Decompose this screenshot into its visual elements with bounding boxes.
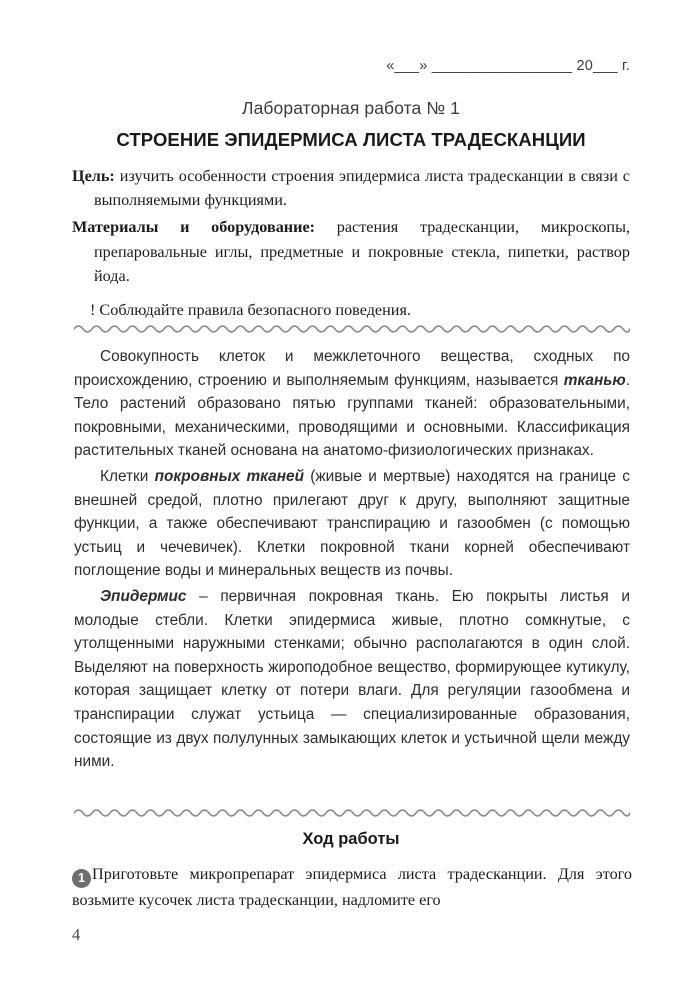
safety-note: ! Соблюдайте правила безопасного поведения. xyxy=(90,301,411,320)
materials-label: Материалы и оборудование: xyxy=(72,218,316,237)
wavy-divider-bottom xyxy=(74,806,630,818)
procedure-step-1 xyxy=(72,862,632,913)
goal-paragraph xyxy=(72,164,630,212)
goal-text: изучить особенности строения эпидермиса листа традесканции в связи с выполняемыми функциями. xyxy=(94,167,630,210)
page-number: 4 xyxy=(72,925,81,944)
lab-work-label: Лабораторная работа № 1 xyxy=(242,98,460,118)
para1-text-b: . Тело растений образовано пятью группами тканей: образовательными, покровными, механическими, проводящими и основными. Классификация растительных тканей основана на анатомо-физиологических признаках. xyxy=(74,371,630,460)
term-epidermis: Эпидермис xyxy=(100,587,187,605)
materials-text: растения традесканции, микроскопы, препаровальные иглы, предметные и покровные стекла, пипетки, раствор йода. xyxy=(94,218,630,285)
paragraph-epidermis xyxy=(74,585,630,774)
page-title: СТРОЕНИЕ ЭПИДЕРМИСА ЛИСТА ТРАДЕСКАНЦИИ xyxy=(116,129,586,150)
intro-block xyxy=(72,164,630,325)
goal-label: Цель: xyxy=(72,167,115,185)
para2-text-a: Клетки xyxy=(100,467,155,485)
step-number-badge: 1 xyxy=(72,869,91,888)
para3-text-b: – первичная покровная ткань. Ею покрыты листья и молодые стебли. Клетки эпидермиса живые, плотно сомкнутые, с утолщенными наружными стенками; обычно располагаются в один слой. Выделяют на поверхность жироподобное вещество, формирующее кутикулу, которая защищает клетку от потери влаги. Для регуляции газообмена и транспирации служат устьица — специализированные образования, состоящие из двух полулунных замыкающих клеток и устьичной щели между ними. xyxy=(74,587,630,771)
materials-paragraph xyxy=(72,215,630,288)
dateline: «___» _________________ 20___ г. xyxy=(386,58,630,74)
step-1-text: Приготовьте микропрепарат эпидермиса листа традесканции. Для этого возьмите кусочек листа традесканции, надломите его xyxy=(72,865,632,909)
body-text xyxy=(74,345,630,776)
term-tkanyu: тканью xyxy=(563,371,626,389)
section-title-procedure: Ход работы xyxy=(302,830,400,848)
term-pokrovnyh-tkaney: покровных тканей xyxy=(154,467,304,485)
para2-text-b: (живые и мертвые) находятся на границе с внешней средой, плотно прилегают друг к другу, выполняют защитные функции, а также обеспечивают транспирацию и газообмен (с помощью устьиц и чечевичек). Клетки покровной ткани корней обеспечивают поглощение воды и минеральных веществ из почвы. xyxy=(74,467,631,580)
wavy-divider-top xyxy=(74,322,630,334)
paragraph-tissue xyxy=(74,345,630,463)
para1-text-a: Совокупность клеток и межклеточного вещества, сходных по происхождению, строению и выполняемым функциям, называется xyxy=(74,348,630,389)
paragraph-cover-tissue xyxy=(74,465,630,583)
